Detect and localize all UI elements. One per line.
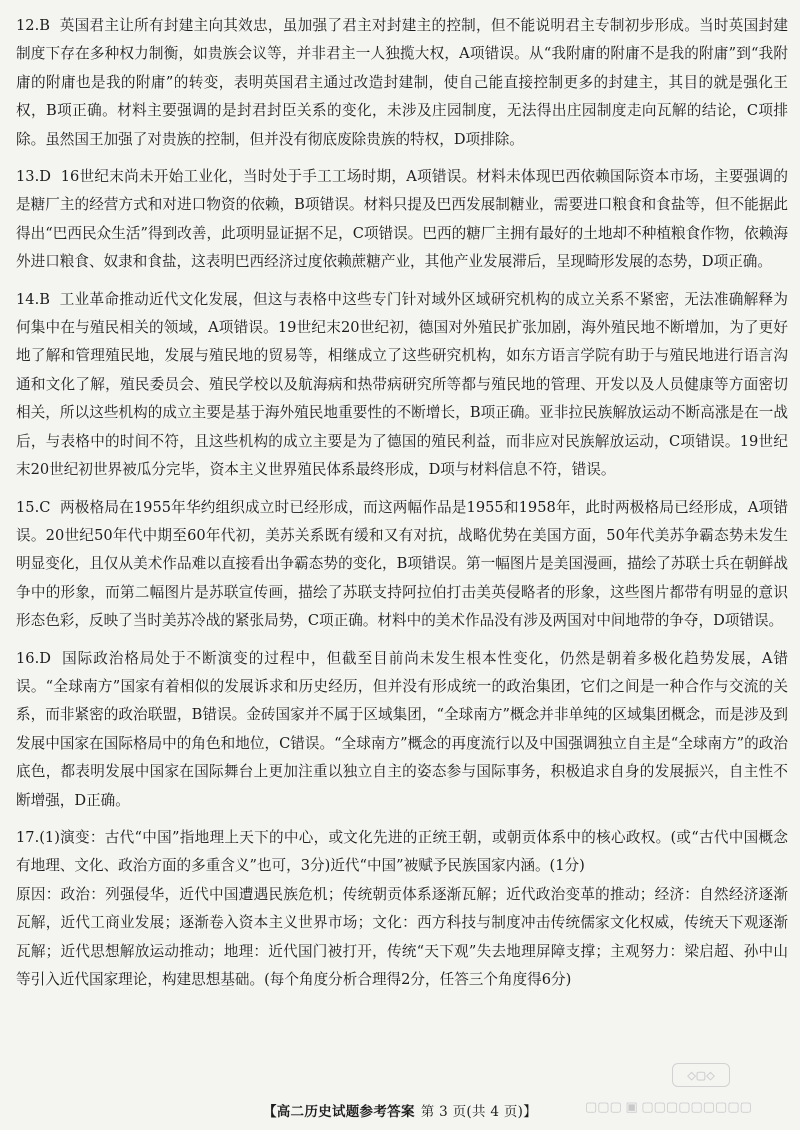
answer-item-15	[16, 494, 788, 636]
footer-page-number: 第 3 页(共 4 页)】	[420, 1104, 538, 1120]
page-footer	[0, 1100, 800, 1120]
answer-number: 17.	[16, 828, 40, 846]
answer-explanation: 工业革命推动近代文化发展，但这与表格中这些专门针对域外区域研究机构的成立关系不紧密，无法准确解释为何集中在与殖民相关的领域，A项错误。19世纪末20世纪初，德国对外殖民扩张加剧，海外殖民地不断增加，为了更好地了解和管理殖民地，发展与殖民地的贸易等，相继成立了这些研究机构，如东方语言学院有助于与殖民地进行语言沟通和文化了解，殖民委员会、殖民学校以及航海病和热带病研究所等都与殖民地的管理、开发以及人员健康等方面密切相关，所以这些机构的成立主要是基于海外殖民地重要性的不断增长，B项正确。亚非拉民族解放运动不断高涨是在一战后，与表格中的时间不符，且这些机构的成立主要是为了德国的殖民利益，而非应对民族解放运动，C项错误。19世纪末20世纪初世界被瓜分完毕，资本主义世界殖民体系最终形成，D项与材料信息不符，错误。	[16, 290, 788, 479]
answer-number: 13.D	[16, 168, 51, 186]
footer-title: 【高二历史试题参考答案	[262, 1104, 415, 1120]
answer-explanation: 两极格局在1955年华约组织成立时已经形成，而这两幅作品是1955和1958年，此时两极格局已经形成，A项错误。20世纪50年代中期至60年代初，美苏关系既有缓和又有对抗，战略优势在美国方面，50年代美苏争霸态势未发生明显变化，且仅从美术作品难以直接看出争霸态势的变化，B项错误。第一幅图片是美国漫画，描绘了苏联士兵在朝鲜战争中的形象，而第二幅图片是苏联宣传画，描绘了苏联支持阿拉伯打击美英侵略者的形象，这些图片都带有明显的意识形态色彩，反映了当时美苏冷战的紧张局势，C项正确。材料中的美术作品没有涉及两国对中间地带的争夺，D项错误。	[16, 498, 789, 630]
answer-item-12	[16, 12, 788, 154]
watermark-logo-icon: ◇▢◇	[672, 1063, 730, 1087]
answer-list	[16, 12, 788, 1003]
answer-explanation: 国际政治格局处于不断演变的过程中，但截至目前尚未发生根本性变化，仍然是朝着多极化趋势发展，A错误。“全球南方”国家有着相似的发展诉求和历史经历，但并没有形成统一的政治集团，它们之间是一种合作与交流的关系，而非紧密的政治联盟，B错误。金砖国家并不属于区域集团，“全球南方”概念并非单纯的区域集团概念，而是涉及到发展中国家在国际格局中的角色和地位，C错误。“全球南方”概念的再度流行以及中国强调独立自主是“全球南方”的政治底色，都表明发展中国家在国际舞台上更加注重以独立自主的姿态参与国际事务，积极追求自身的发展振兴，自主性不断增强，D正确。	[16, 649, 789, 809]
answer-item-13	[16, 163, 788, 277]
answer-explanation: 16世纪末尚未开始工业化，当时处于手工工场时期，A项错误。材料未体现巴西依赖国际资本市场，主要强调的是糖厂主的经营方式和对进口物资的依赖，B项错误。材料只提及巴西发展制糖业，需要进口粮食和食盐等，但不能据此得出“巴西民众生活”得到改善，此项明显证据不足，C项错误。巴西的糖厂主拥有最好的土地却不种植粮食作物，依赖海外进口粮食、奴隶和食盐，这表明巴西经济过度依赖蔗糖产业，其他产业发展滞后，呈现畸形发展的态势，D项正确。	[16, 168, 788, 271]
answer-explanation: 英国君主让所有封建主向其效忠，虽加强了君主对封建主的控制，但不能说明君主专制初步形成。当时英国封建制度下存在多种权力制衡，如贵族会议等，并非君主一人独揽大权，A项错误。从“我附庸的附庸不是我的附庸”到“我附庸的附庸也是我的附庸”的转变，表明英国君主通过改造封建制，使自己能直接控制更多的封建主，其目的就是强化王权，B项正确。材料主要强调的是封君封臣关系的变化，未涉及庄园制度，无法得出庄园制度走向瓦解的结论，C项排除。虽然国王加强了对贵族的控制，但并没有彻底废除贵族的特权，D项排除。	[16, 17, 788, 148]
answer-number: 16.D	[16, 649, 51, 667]
answer-part-1: (1)演变：古代“中国”指地理上天下的中心，或文化先进的正统王朝，或朝贡体系中的核心政权。(或“古代中国概念有地理、文化、政治方面的多重含义”也可，3分)近代“中国”被赋予民族国家内涵。(1分)	[16, 828, 788, 875]
answer-number: 15.C	[16, 498, 51, 516]
answer-number: 12.B	[16, 17, 50, 34]
answer-item-16	[16, 645, 788, 815]
answer-item-17	[16, 824, 788, 994]
watermark-icon: ▢▢▢ ▣ ▢▢▢▢▢▢▢▢▢	[585, 1099, 752, 1114]
answer-part-2: 原因：政治：列强侵华，近代中国遭遇民族危机；传统朝贡体系逐渐瓦解；近代政治变革的推动；经济：自然经济逐渐瓦解，近代工商业发展；逐渐卷入资本主义世界市场；文化：西方科技与制度冲击传统儒家文化权威，传统天下观逐渐瓦解；近代思想解放运动推动；地理：近代国门被打开，传统“天下观”失去地理屏障支撑；主观努力：梁启超、孙中山等引入近代国家理论，构建思想基础。(每个角度分析合理得2分，任答三个角度得6分)	[16, 885, 788, 988]
answer-item-14	[16, 286, 788, 485]
answer-number: 14.B	[16, 290, 50, 308]
